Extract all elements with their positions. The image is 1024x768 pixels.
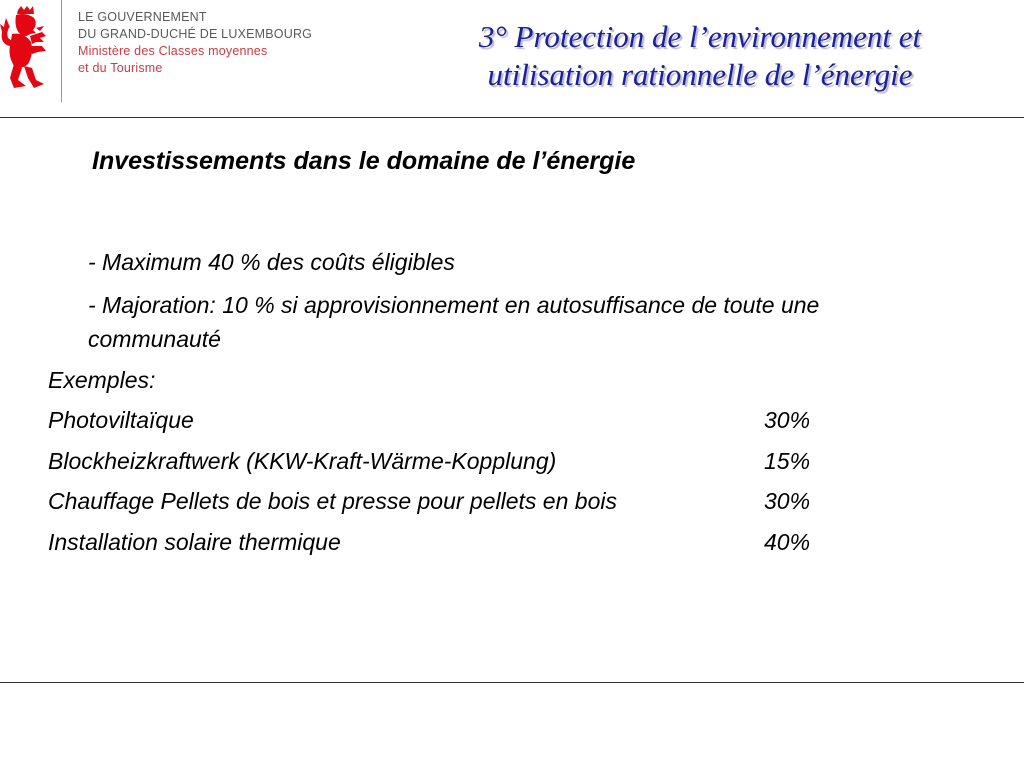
red-lion-icon: [0, 6, 48, 98]
slide-title-line2: utilisation rationnelle de l’énergie: [487, 57, 913, 92]
example-row: [48, 486, 848, 516]
example-label: Chauffage Pellets de bois et presse pour pellets en bois: [48, 488, 617, 514]
slide-title: [420, 18, 980, 94]
government-logo: [0, 0, 330, 105]
example-percentage: 15%: [764, 448, 811, 474]
ministry-name-line1: Ministère des Classes moyennes: [78, 44, 268, 58]
bullet-maximum: - Maximum 40 % des coûts éligibles: [88, 249, 455, 275]
examples-label: Exemples:: [48, 367, 156, 393]
example-percentage: 30%: [764, 407, 811, 433]
header-divider: [0, 117, 1024, 118]
ministry-name-line2: et du Tourisme: [78, 61, 163, 75]
logo-divider: [61, 0, 62, 102]
government-name-line2: DU GRAND-DUCHÉ DE LUXEMBOURG: [78, 27, 313, 41]
example-percentage: 30%: [764, 488, 811, 514]
example-row: [48, 446, 848, 476]
example-percentage: 40%: [764, 529, 811, 555]
bullet-majoration: - Majoration: 10 % si approvisionnement en autosuffisance de toute une communauté: [88, 292, 820, 352]
section-heading: Investissements dans le domaine de l’énergie: [92, 147, 636, 175]
example-label: Installation solaire thermique: [48, 529, 341, 555]
footer-divider: [0, 682, 1024, 683]
example-label: Photoviltaïque: [48, 407, 194, 433]
example-row: [48, 527, 848, 557]
example-row: [48, 405, 848, 435]
logo-text: [78, 9, 312, 77]
slide-title-line1: 3° Protection de l’environnement et: [478, 19, 922, 54]
government-name-line1: LE GOUVERNEMENT: [78, 10, 207, 24]
example-label: Blockheizkraftwerk (KKW-Kraft-Wärme-Kopplung): [48, 448, 557, 474]
